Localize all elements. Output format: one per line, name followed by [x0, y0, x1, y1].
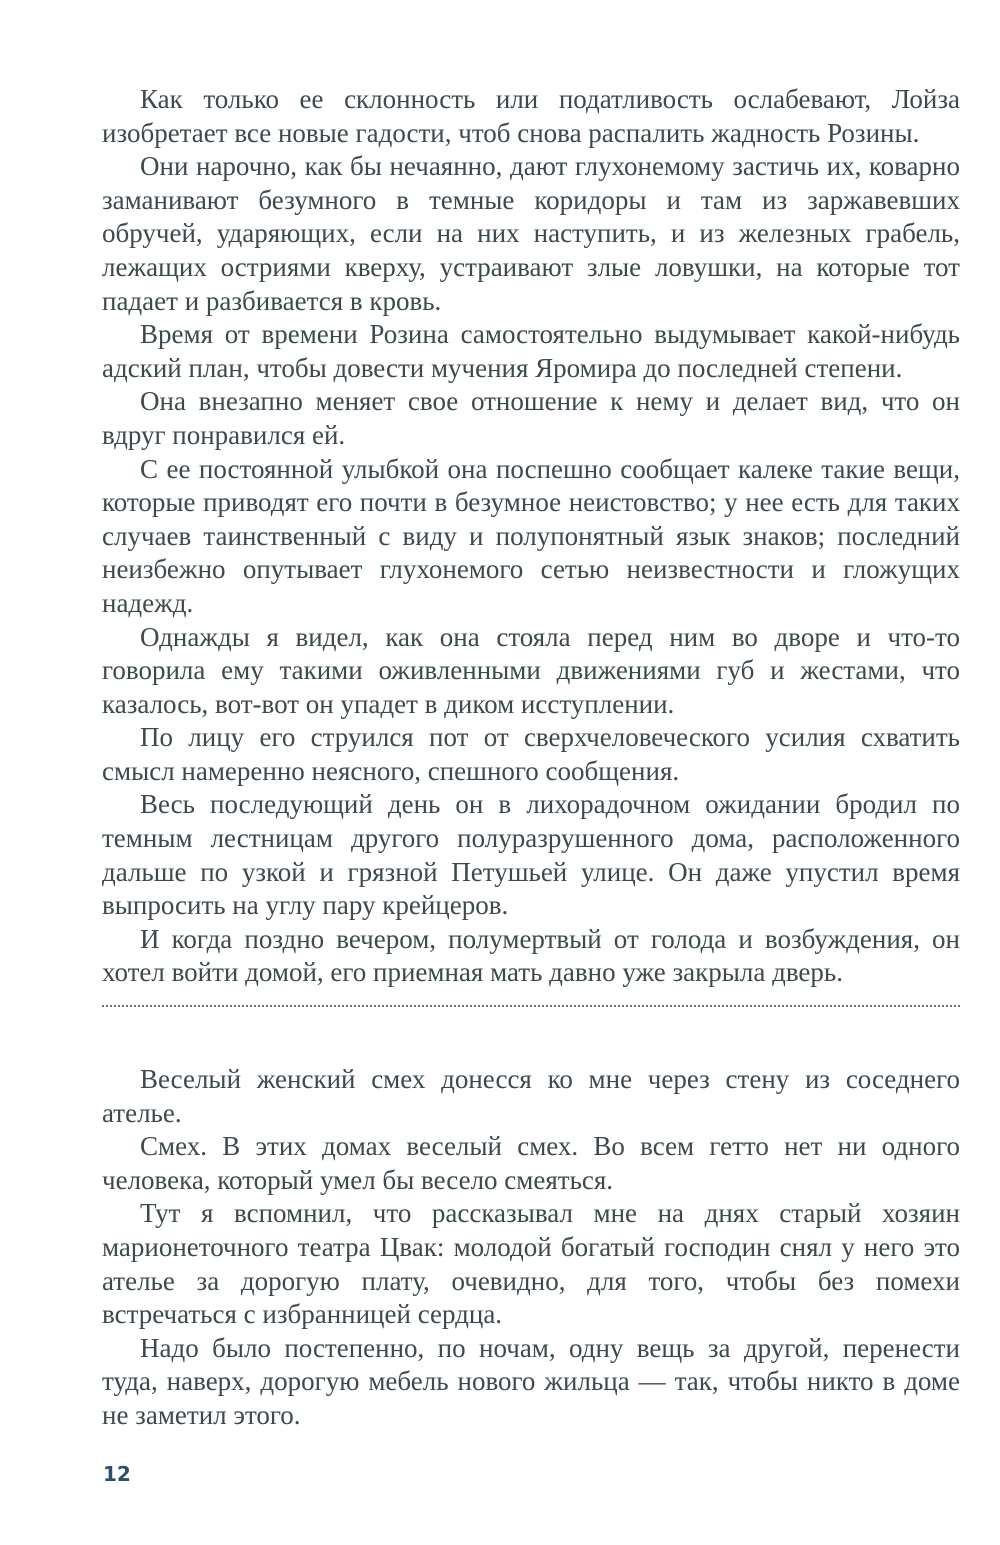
paragraph: Надо было постепенно, по ночам, одну вещь за другой, перенести туда, наверх, дорогую мебель нового жильца — так, чтобы никто в доме не заметил этого.: [102, 1332, 960, 1430]
paragraph: С ее постоянной улыбкой она поспешно сообщает калеке такие вещи, которые приводят его почти в безумное неистовство; у нее есть для таких случаев таинственный с виду и полупонятный язык знаков; последний неизбежно опутывает глухонемого сетью неизвестности и гложущих надежд.: [102, 453, 960, 618]
paragraph: Смех. В этих домах веселый смех. Во всем гетто нет ни одного человека, который умел бы весело смеяться.: [102, 1131, 960, 1195]
paragraph: Веселый женский смех донесся ко мне через стену из соседнего ателье.: [102, 1064, 960, 1128]
paragraph: Она внезапно меняет свое отношение к нему и делает вид, что он вдруг понравился ей.: [102, 386, 960, 450]
text-section-2: [102, 1063, 960, 1433]
paragraph: Время от времени Розина самостоятельно выдумывает какой-нибудь адский план, чтобы довести мучения Яромира до последней степени.: [102, 319, 960, 383]
paragraph: Тут я вспомнил, что рассказывал мне на днях старый хозяин марионеточного театра Цвак: молодой богатый господин снял у него это ателье за дорогую плату, очевидно, для того, чтобы без помехи встречаться с избранницей сердца.: [102, 1198, 960, 1330]
paragraph: По лицу его струился пот от сверхчеловеческого усилия схватить смысл намеренно неясного, спешного сообщения.: [102, 722, 960, 786]
page-number: 12: [103, 1462, 131, 1486]
text-section-1: [102, 83, 960, 990]
paragraph: И когда поздно вечером, полумертвый от голода и возбуждения, он хотел войти домой, его приемная мать давно уже закрыла дверь.: [102, 923, 960, 988]
dotted-separator: [102, 1005, 960, 1007]
paragraph: Как только ее склонность или податливость ослабевают, Лойза изобретает все новые гадости, чтоб снова распалить жадность Розины.: [102, 84, 960, 148]
paragraph: Весь последующий день он в лихорадочном ожидании бродил по темным лестницам другого полуразрушенного дома, расположенного дальше по узкой и грязной Петушьей улице. Он даже упустил время выпросить на углу пару крейцеров.: [102, 789, 960, 921]
paragraph: Они нарочно, как бы нечаянно, дают глухонемому застичь их, коварно заманивают безумного в темные коридоры и там из заржавевших обручей, ударяющих, если на них наступить, и из железных грабель, лежащих остриями кверху, устраивают злые ловушки, на которые тот падает и разбивается в кровь.: [102, 151, 960, 316]
paragraph: Однажды я видел, как она стояла перед ним во дворе и что-то говорила ему такими оживленными движениями губ и жестами, что казалось, вот-вот он упадет в диком исступлении.: [102, 621, 960, 719]
